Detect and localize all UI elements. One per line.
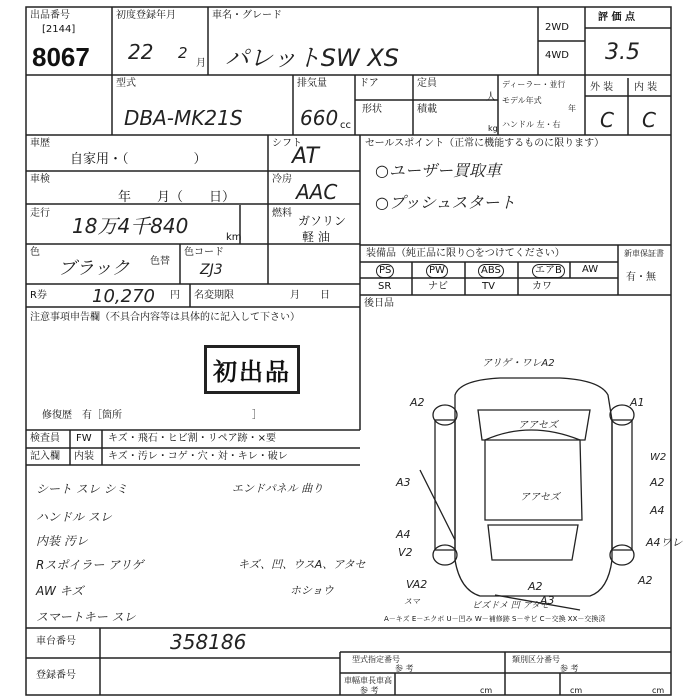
diagram-label-18: スマ [404, 597, 420, 606]
hand-note-3: 内装 汚レ [36, 534, 88, 548]
interior-values: キズ・汚レ・コゲ・穴・対・キレ・破レ [108, 451, 288, 462]
diagram-label-11: A4ワレ [646, 536, 683, 549]
equip-navi: ナビ [428, 281, 448, 292]
month-unit: 月 [196, 58, 206, 69]
history-label: 車歴 [30, 138, 50, 149]
color-label: 色 [30, 247, 40, 258]
equip-airbag: エアB [532, 264, 565, 278]
interior-label: 内 装 [634, 82, 658, 93]
exterior-grade: C [600, 108, 614, 132]
diagram-label-16: ビズドメ 凹 アタセ [472, 601, 550, 611]
fuel-gas: ガソリン [298, 214, 347, 228]
equipment-title: 装備品（純正品に限り○をつけてください） [366, 248, 565, 259]
color-code-value: ZJ3 [200, 262, 223, 278]
inspection-label: 車検 [30, 174, 50, 185]
afterward-label: 後日品 [364, 298, 394, 309]
inspector-label: 検査員 [30, 433, 60, 444]
fuel-label: 燃料 [272, 208, 292, 219]
chassis-value: 358186 [170, 630, 247, 654]
diagram-label-9: A4 [396, 528, 411, 541]
car-name: パレットSW XS [225, 44, 400, 72]
load-label: 積載 [417, 104, 437, 115]
exterior-label: 外 装 [590, 82, 614, 93]
diagram-label-17: A3 [540, 594, 555, 607]
diagram-label-15: A2 [638, 574, 653, 587]
hand-note-6: スマートキー スレ [36, 610, 136, 624]
handle-label: ハンドル 左・右 [502, 120, 561, 129]
fw-values: キズ・飛石・ヒビ割・リペア跡・×要 [108, 433, 276, 444]
equip-aw: AW [582, 264, 599, 275]
capacity-label: 定員 [417, 78, 437, 89]
displacement-label: 排気量 [297, 78, 327, 89]
name-change-value: 月 日 [290, 290, 330, 301]
lot-number: 8067 [32, 42, 90, 72]
shape-label: 形状 [362, 104, 382, 115]
interior-grade: C [642, 108, 656, 132]
dealer-label: ディーラー・並行 [502, 80, 566, 89]
equip-pw: PW [426, 264, 448, 278]
color-change-label: 色替 [150, 256, 170, 267]
mileage-value: 18万4千840 [72, 214, 189, 238]
diagram-label-2: A2 [410, 396, 425, 409]
interior-entry-label: 内装 [74, 451, 94, 462]
recycle-label: R券 [30, 290, 47, 301]
cm-unit-3: cm [652, 686, 665, 695]
ref-label-1: 参 考 [395, 664, 414, 673]
door-label: ドア [359, 78, 379, 89]
year-unit: 年 [568, 104, 576, 113]
model-year-label: モデル年式 [502, 96, 542, 105]
drive-2wd: 2WD [545, 22, 569, 33]
entry-label: 記入欄 [30, 451, 60, 462]
car-name-label: 車名・グレード [212, 10, 282, 21]
cc-unit: cc [340, 120, 351, 131]
ref-label-2: 参 考 [560, 664, 579, 673]
mileage-label: 走行 [30, 208, 50, 219]
grade-label: 評 価 点 [598, 12, 635, 23]
yen-unit: 円 [170, 290, 180, 301]
cm-unit-2: cm [570, 686, 583, 695]
hand-note-2: ハンドル スレ [36, 510, 112, 524]
hand-note-right-1: エンドパネル 曲り [232, 482, 324, 495]
hand-note-4: Rスポイラー アリゲ [36, 558, 144, 572]
warranty-value: 有・無 [626, 272, 656, 283]
equip-leather: カワ [532, 281, 552, 292]
class-number-label: 類別区分番号 [512, 655, 560, 664]
model-value: DBA-MK21S [124, 106, 243, 130]
hand-note-right-3: ホショウ [290, 584, 334, 597]
equip-abs: ABS [478, 264, 504, 278]
color-value: ブラック [58, 258, 130, 279]
diagram-label-7: アアセズ [520, 492, 560, 503]
diagram-label-13: VA2 [406, 578, 428, 591]
diagram-label-12: V2 [398, 546, 413, 559]
notes-title: 注意事項申告欄（不具合内容等は具体的に記入して下さい） [30, 312, 300, 323]
equip-sr: SR [378, 281, 392, 292]
fuel-diesel: 軽 油 [302, 230, 330, 244]
repair-label: 修復歴 有［箇所 ］ [42, 410, 262, 421]
inspection-value: 年 月（ 日） [118, 190, 236, 205]
name-change-label: 名変期限 [194, 290, 234, 301]
hand-note-1: シート スレ シミ [36, 482, 128, 496]
hand-note-5: AW キズ [36, 584, 84, 598]
chassis-label: 車台番号 [36, 636, 76, 647]
grade-value: 3.5 [605, 40, 640, 65]
equip-tv: TV [482, 281, 495, 292]
recycle-value: 10,270 [92, 286, 155, 307]
diagram-legend: A－キズ E－エクボ U－凹み W－補修跡 S－サビ C－交換 XX－交換済 [384, 615, 606, 623]
diagram-label-6: A3 [396, 476, 411, 489]
model-label: 型式 [116, 78, 136, 89]
equip-ps: PS [376, 264, 394, 278]
sales-point-1: ○ユーザー買取車 [375, 161, 501, 180]
shift-label: シフト [272, 138, 302, 149]
first-reg-label: 初度登録年月 [116, 10, 176, 21]
ac-value: AAC [296, 180, 338, 204]
ac-label: 冷房 [272, 174, 292, 185]
drive-4wd: 4WD [545, 50, 569, 61]
diagram-label-10: A4 [650, 504, 665, 517]
type-designation-label: 型式指定番号 [352, 655, 400, 664]
registration-label: 登録番号 [36, 670, 76, 681]
person-unit: 人 [486, 92, 496, 103]
diagram-label-5: W2 [650, 452, 667, 463]
sales-point-2: ○プッシュスタート [375, 193, 516, 212]
diagram-label-8: A2 [650, 476, 665, 489]
diagram-label-3: A1 [630, 396, 645, 409]
diagram-label-4: アアセズ [518, 420, 558, 431]
history-value: 自家用・（ ） [70, 152, 207, 167]
km-unit: km [226, 232, 242, 243]
hand-note-right-2: キズ、凹、ウスA、アタセ [238, 558, 366, 571]
first-listing-stamp: 初出品 [204, 345, 300, 394]
ref-label-3: 参 考 [360, 686, 379, 695]
shift-value: AT [292, 144, 319, 169]
warranty-label: 新車保証書 [624, 249, 664, 258]
lot-sub: [2144] [42, 24, 76, 35]
color-code-label: 色コード [184, 247, 224, 258]
displacement-value: 660 [300, 106, 339, 130]
lot-label: 出品番号 [30, 10, 70, 21]
diagram-label-1: アリゲ・ワレA2 [482, 358, 555, 369]
sales-title: セールスポイント（正常に機能するものに限ります） [365, 138, 605, 149]
first-reg-year: 22 [128, 40, 154, 64]
first-reg-month: 2 [178, 44, 188, 62]
diagram-label-14: A2 [528, 580, 543, 593]
cm-unit-1: cm [480, 686, 493, 695]
kg-unit: kg [488, 124, 498, 133]
size-label: 車幅車長車高 [344, 676, 392, 685]
fw-label: FW [76, 433, 92, 444]
